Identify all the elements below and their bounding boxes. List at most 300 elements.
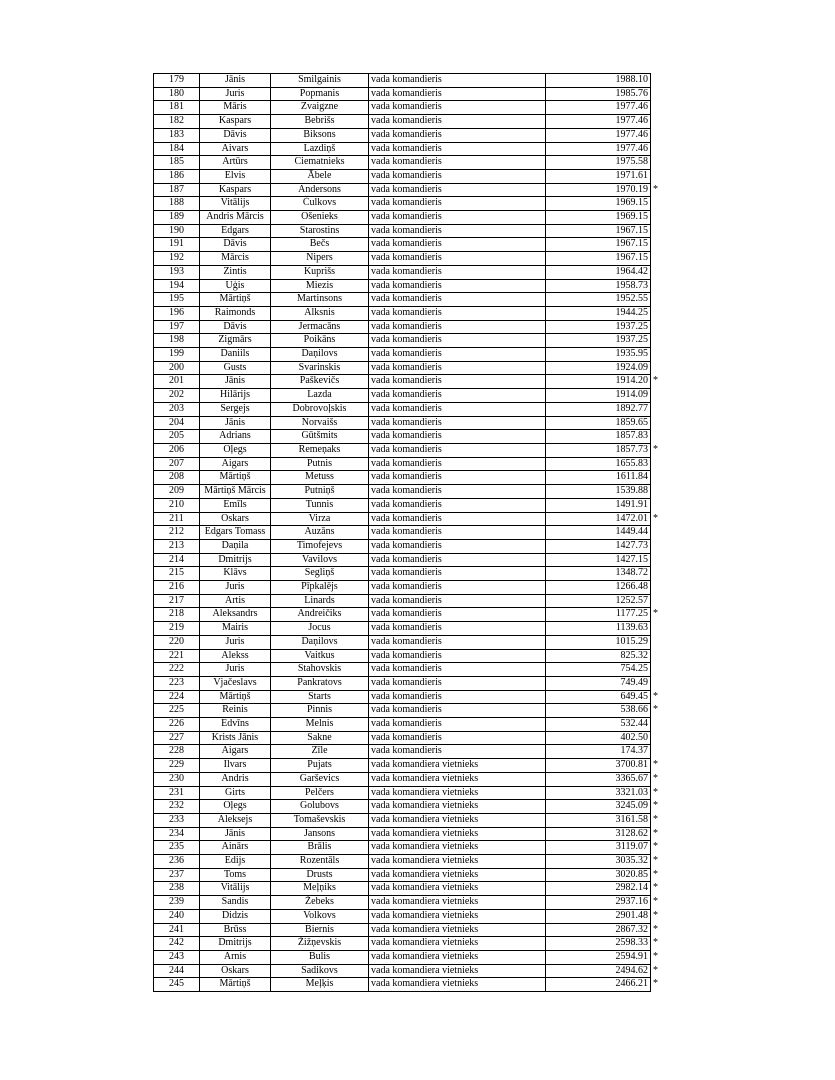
first-name-cell xyxy=(200,115,271,129)
position-cell xyxy=(369,855,546,869)
row-number-cell xyxy=(154,197,200,211)
amount-text: 749.49 xyxy=(620,676,648,688)
last-name-text: Bečs xyxy=(309,238,330,250)
table-row xyxy=(154,485,651,499)
row-number-text: 230 xyxy=(169,772,184,784)
row-number-text: 229 xyxy=(169,759,184,771)
last-name-cell xyxy=(271,128,369,142)
position-text: vada komandiera vietnieks xyxy=(371,800,479,812)
first-name-cell xyxy=(200,663,271,677)
table-row xyxy=(154,594,651,608)
amount-text: 3020.85 xyxy=(615,868,648,880)
position-cell xyxy=(369,211,546,225)
row-number-text: 196 xyxy=(169,306,184,318)
first-name-text: Māris xyxy=(223,101,247,113)
last-name-cell xyxy=(271,101,369,115)
row-number-cell xyxy=(154,238,200,252)
first-name-cell xyxy=(200,348,271,362)
amount-cell xyxy=(546,430,651,444)
table-row xyxy=(154,279,651,293)
row-number-text: 243 xyxy=(169,951,184,962)
row-number-text: 183 xyxy=(169,128,184,140)
amount-text: 2867.32 xyxy=(615,923,648,935)
first-name-cell xyxy=(200,649,271,663)
amount-text: 1472.01 xyxy=(615,512,648,524)
personnel-table-body xyxy=(154,74,658,992)
last-name-text: Svarinskis xyxy=(298,361,341,373)
row-number-text: 224 xyxy=(169,690,184,702)
first-name-cell xyxy=(200,594,271,608)
row-number-cell xyxy=(154,786,200,800)
last-name-cell xyxy=(271,718,369,732)
row-number-text: 195 xyxy=(169,293,184,305)
first-name-cell xyxy=(200,471,271,485)
last-name-text: Pelčers xyxy=(305,786,334,798)
first-name-text: Juris xyxy=(225,635,245,647)
last-name-cell xyxy=(271,279,369,293)
last-name-cell xyxy=(271,375,369,389)
amount-cell xyxy=(546,211,651,225)
position-text: vada komandieris xyxy=(371,567,442,579)
table-row xyxy=(154,197,651,211)
position-text: vada komandieris xyxy=(371,402,442,414)
first-name-cell xyxy=(200,635,271,649)
table-row xyxy=(154,978,651,992)
first-name-text: Raimonds xyxy=(214,306,256,318)
row-number-cell xyxy=(154,156,200,170)
row-number-cell xyxy=(154,978,200,992)
row-number-cell xyxy=(154,498,200,512)
last-name-cell xyxy=(271,142,369,156)
position-cell xyxy=(369,704,546,718)
table-row xyxy=(154,663,651,677)
amount-text: 2466.21 xyxy=(615,978,648,990)
position-cell xyxy=(369,567,546,581)
table-row xyxy=(154,334,651,348)
first-name-text: Gusts xyxy=(223,361,247,373)
position-cell xyxy=(369,197,546,211)
asterisk-mark: * xyxy=(653,759,658,771)
position-cell xyxy=(369,375,546,389)
last-name-text: Sakne xyxy=(307,731,332,743)
last-name-text: Linards xyxy=(304,594,335,606)
first-name-text: Reinis xyxy=(222,704,248,716)
amount-cell xyxy=(546,882,658,896)
first-name-text: Krists Jānis xyxy=(211,731,259,743)
first-name-text: Mārtiņš xyxy=(219,978,251,990)
last-name-cell xyxy=(271,334,369,348)
row-number-text: 199 xyxy=(169,348,184,360)
last-name-text: Auzāns xyxy=(304,526,335,538)
row-number-text: 216 xyxy=(169,581,184,593)
table-row xyxy=(154,649,651,663)
amount-text: 754.25 xyxy=(620,663,648,675)
amount-cell xyxy=(546,800,658,814)
last-name-text: Timofejevs xyxy=(296,539,343,551)
row-number-cell xyxy=(154,827,200,841)
position-text: vada komandieris xyxy=(371,731,442,743)
row-number-text: 241 xyxy=(169,923,184,935)
last-name-text: Ošenieks xyxy=(301,211,338,223)
row-number-text: 197 xyxy=(169,320,184,332)
last-name-text: Bebrišs xyxy=(304,115,335,127)
amount-cell xyxy=(546,471,651,485)
last-name-text: Drusts xyxy=(306,868,333,880)
asterisk-mark: * xyxy=(653,896,658,908)
first-name-text: Mārtiņš xyxy=(219,690,251,702)
amount-cell xyxy=(546,813,658,827)
table-row xyxy=(154,567,651,581)
table-row xyxy=(154,101,651,115)
last-name-cell xyxy=(271,937,369,951)
first-name-cell xyxy=(200,800,271,814)
amount-cell xyxy=(546,622,651,636)
table-row xyxy=(154,581,651,595)
amount-cell xyxy=(546,868,658,882)
table-row xyxy=(154,498,651,512)
first-name-text: Jānis xyxy=(225,416,245,428)
row-number-text: 215 xyxy=(169,567,184,579)
asterisk-mark: * xyxy=(653,690,658,702)
last-name-cell xyxy=(271,635,369,649)
last-name-text: Poikāns xyxy=(303,334,336,346)
first-name-cell xyxy=(200,581,271,595)
row-number-text: 185 xyxy=(169,156,184,168)
table-row xyxy=(154,868,651,882)
position-cell xyxy=(369,74,546,88)
row-number-cell xyxy=(154,964,200,978)
last-name-text: Vaitkus xyxy=(304,649,335,661)
last-name-cell xyxy=(271,951,369,965)
first-name-text: Elvis xyxy=(224,169,246,181)
row-number-cell xyxy=(154,402,200,416)
first-name-text: Sergejs xyxy=(220,402,250,414)
position-cell xyxy=(369,389,546,403)
first-name-cell xyxy=(200,361,271,375)
table-row xyxy=(154,238,651,252)
position-text: vada komandieris xyxy=(371,211,442,223)
table-row xyxy=(154,252,651,266)
position-cell xyxy=(369,115,546,129)
asterisk-mark: * xyxy=(653,964,658,976)
last-name-cell xyxy=(271,608,369,622)
first-name-text: Dmitrijs xyxy=(218,937,252,949)
first-name-cell xyxy=(200,389,271,403)
table-row xyxy=(154,718,651,732)
last-name-cell xyxy=(271,512,369,526)
row-number-cell xyxy=(154,539,200,553)
first-name-cell xyxy=(200,142,271,156)
first-name-cell xyxy=(200,882,271,896)
position-text: vada komandieris xyxy=(371,306,442,318)
row-number-cell xyxy=(154,690,200,704)
position-text: vada komandiera vietnieks xyxy=(371,855,479,867)
first-name-cell xyxy=(200,731,271,745)
first-name-text: Mārtiņš xyxy=(219,471,251,483)
row-number-cell xyxy=(154,718,200,732)
table-row xyxy=(154,759,651,773)
position-text: vada komandiera vietnieks xyxy=(371,937,479,949)
last-name-text: Zvaigzne xyxy=(300,101,339,113)
amount-cell xyxy=(546,841,658,855)
position-cell xyxy=(369,293,546,307)
table-row xyxy=(154,389,651,403)
amount-cell xyxy=(546,306,651,320)
first-name-cell xyxy=(200,553,271,567)
last-name-cell xyxy=(271,663,369,677)
last-name-cell xyxy=(271,361,369,375)
table-row xyxy=(154,265,651,279)
last-name-cell xyxy=(271,539,369,553)
table-row xyxy=(154,306,651,320)
amount-text: 1944.25 xyxy=(615,306,648,318)
table-row xyxy=(154,731,651,745)
last-name-cell xyxy=(271,909,369,923)
first-name-text: Dmitrijs xyxy=(218,553,252,565)
last-name-cell xyxy=(271,348,369,362)
row-number-cell xyxy=(154,334,200,348)
row-number-cell xyxy=(154,951,200,965)
row-number-cell xyxy=(154,471,200,485)
position-text: vada komandiera vietnieks xyxy=(371,978,479,990)
last-name-text: Segliņš xyxy=(304,567,335,579)
amount-cell xyxy=(546,485,651,499)
row-number-cell xyxy=(154,74,200,88)
asterisk-mark: * xyxy=(653,978,658,990)
position-text: vada komandiera vietnieks xyxy=(371,827,479,839)
amount-cell xyxy=(546,539,651,553)
position-text: vada komandieris xyxy=(371,594,442,606)
table-row xyxy=(154,526,651,540)
first-name-cell xyxy=(200,896,271,910)
last-name-cell xyxy=(271,74,369,88)
row-number-text: 242 xyxy=(169,937,184,949)
first-name-cell xyxy=(200,690,271,704)
last-name-cell xyxy=(271,293,369,307)
first-name-text: Dāvis xyxy=(223,128,247,140)
last-name-cell xyxy=(271,800,369,814)
position-cell xyxy=(369,937,546,951)
table-row xyxy=(154,704,651,718)
amount-cell xyxy=(546,855,658,869)
first-name-cell xyxy=(200,964,271,978)
position-cell xyxy=(369,416,546,430)
position-cell xyxy=(369,553,546,567)
amount-text: 1977.46 xyxy=(615,142,648,154)
first-name-text: Aleksandrs xyxy=(212,608,258,620)
last-name-cell xyxy=(271,265,369,279)
amount-text: 1914.09 xyxy=(615,389,648,401)
row-number-text: 238 xyxy=(169,882,184,894)
row-number-cell xyxy=(154,553,200,567)
amount-cell xyxy=(546,635,651,649)
first-name-cell xyxy=(200,526,271,540)
amount-cell xyxy=(546,142,651,156)
last-name-text: Volkovs xyxy=(303,909,336,921)
last-name-text: Meļķis xyxy=(305,978,334,990)
row-number-cell xyxy=(154,622,200,636)
amount-text: 1952.55 xyxy=(615,293,648,305)
amount-text: 1892.77 xyxy=(615,402,648,414)
last-name-cell xyxy=(271,772,369,786)
position-text: vada komandieris xyxy=(371,265,442,277)
last-name-text: Daņilovs xyxy=(301,635,338,647)
last-name-cell xyxy=(271,402,369,416)
position-cell xyxy=(369,731,546,745)
last-name-cell xyxy=(271,731,369,745)
position-cell xyxy=(369,964,546,978)
position-cell xyxy=(369,676,546,690)
amount-text: 1611.84 xyxy=(615,471,648,483)
first-name-cell xyxy=(200,704,271,718)
row-number-cell xyxy=(154,868,200,882)
table-row xyxy=(154,430,651,444)
row-number-cell xyxy=(154,731,200,745)
last-name-text: Žebeks xyxy=(305,896,334,908)
asterisk-mark: * xyxy=(653,882,658,894)
position-text: vada komandieris xyxy=(371,101,442,113)
amount-cell xyxy=(546,512,658,526)
first-name-cell xyxy=(200,937,271,951)
amount-cell xyxy=(546,457,651,471)
last-name-text: Jansons xyxy=(303,827,336,839)
last-name-text: Pankratovs xyxy=(297,676,342,688)
amount-text: 1977.46 xyxy=(615,115,648,127)
amount-cell xyxy=(546,594,651,608)
first-name-text: Edgars Tomass xyxy=(204,526,266,538)
row-number-cell xyxy=(154,306,200,320)
asterisk-mark: * xyxy=(653,608,658,620)
table-row xyxy=(154,608,651,622)
amount-cell xyxy=(546,951,658,965)
amount-text: 1427.73 xyxy=(615,539,648,551)
first-name-text: Adrians xyxy=(219,430,251,442)
first-name-cell xyxy=(200,293,271,307)
asterisk-mark: * xyxy=(653,923,658,935)
position-text: vada komandiera vietnieks xyxy=(371,964,479,976)
last-name-text: Vavilovs xyxy=(302,553,337,565)
first-name-cell xyxy=(200,375,271,389)
position-text: vada komandieris xyxy=(371,471,442,483)
row-number-text: 233 xyxy=(169,813,184,825)
first-name-text: Aigars xyxy=(221,457,249,469)
position-text: vada komandieris xyxy=(371,608,442,620)
last-name-text: Brālis xyxy=(307,841,332,853)
position-text: vada komandieris xyxy=(371,293,442,305)
first-name-cell xyxy=(200,923,271,937)
first-name-cell xyxy=(200,759,271,773)
position-text: vada komandieris xyxy=(371,197,442,209)
first-name-cell xyxy=(200,320,271,334)
first-name-text: Jānis xyxy=(225,827,245,839)
row-number-text: 218 xyxy=(169,608,184,620)
last-name-cell xyxy=(271,855,369,869)
position-text: vada komandiera vietnieks xyxy=(371,923,479,935)
last-name-text: Golubovs xyxy=(300,800,339,812)
row-number-cell xyxy=(154,252,200,266)
first-name-text: Mārcis xyxy=(221,252,249,264)
row-number-text: 201 xyxy=(169,375,184,387)
last-name-cell xyxy=(271,156,369,170)
last-name-cell xyxy=(271,745,369,759)
position-text: vada komandieris xyxy=(371,498,442,510)
row-number-cell xyxy=(154,101,200,115)
amount-text: 1177.25 xyxy=(615,608,648,620)
amount-text: 3245.09 xyxy=(615,800,648,812)
position-text: vada komandiera vietnieks xyxy=(371,841,479,853)
table-row xyxy=(154,457,651,471)
last-name-cell xyxy=(271,868,369,882)
last-name-text: Martinsons xyxy=(297,293,342,305)
table-row xyxy=(154,224,651,238)
row-number-text: 236 xyxy=(169,855,184,867)
amount-cell xyxy=(546,690,658,704)
position-cell xyxy=(369,759,546,773)
amount-cell xyxy=(546,361,651,375)
row-number-text: 191 xyxy=(169,238,184,250)
amount-cell xyxy=(546,608,658,622)
last-name-text: Bulis xyxy=(308,951,331,962)
row-number-cell xyxy=(154,704,200,718)
last-name-cell xyxy=(271,526,369,540)
amount-cell xyxy=(546,334,651,348)
last-name-cell xyxy=(271,416,369,430)
row-number-text: 219 xyxy=(169,622,184,634)
row-number-text: 193 xyxy=(169,265,184,277)
table-row xyxy=(154,142,651,156)
last-name-text: Tunnis xyxy=(305,498,334,510)
table-row xyxy=(154,841,651,855)
amount-cell xyxy=(546,101,651,115)
personnel-table xyxy=(153,73,658,992)
first-name-text: Brūss xyxy=(223,923,247,935)
last-name-cell xyxy=(271,115,369,129)
first-name-text: Vjačeslavs xyxy=(213,676,257,688)
first-name-cell xyxy=(200,443,271,457)
row-number-cell xyxy=(154,581,200,595)
position-text: vada komandiera vietnieks xyxy=(371,868,479,880)
position-text: vada komandieris xyxy=(371,389,442,401)
position-text: vada komandieris xyxy=(371,745,442,757)
last-name-text: Gūtšmits xyxy=(301,430,338,442)
table-row xyxy=(154,855,651,869)
first-name-cell xyxy=(200,334,271,348)
first-name-cell xyxy=(200,197,271,211)
table-row xyxy=(154,539,651,553)
last-name-text: Miezis xyxy=(305,279,334,291)
position-cell xyxy=(369,512,546,526)
amount-text: 1970.19 xyxy=(615,183,648,195)
amount-cell xyxy=(546,923,658,937)
row-number-cell xyxy=(154,416,200,430)
row-number-cell xyxy=(154,909,200,923)
row-number-text: 200 xyxy=(169,361,184,373)
last-name-cell xyxy=(271,786,369,800)
row-number-cell xyxy=(154,512,200,526)
last-name-text: Norvaišs xyxy=(301,416,338,428)
position-cell xyxy=(369,827,546,841)
position-cell xyxy=(369,909,546,923)
last-name-text: Starostins xyxy=(299,224,340,236)
amount-cell xyxy=(546,786,658,800)
asterisk-mark: * xyxy=(653,827,658,839)
row-number-cell xyxy=(154,211,200,225)
position-cell xyxy=(369,868,546,882)
last-name-text: Stahovskis xyxy=(297,663,342,675)
table-row xyxy=(154,211,651,225)
last-name-text: Rozentāls xyxy=(299,855,340,867)
position-cell xyxy=(369,841,546,855)
